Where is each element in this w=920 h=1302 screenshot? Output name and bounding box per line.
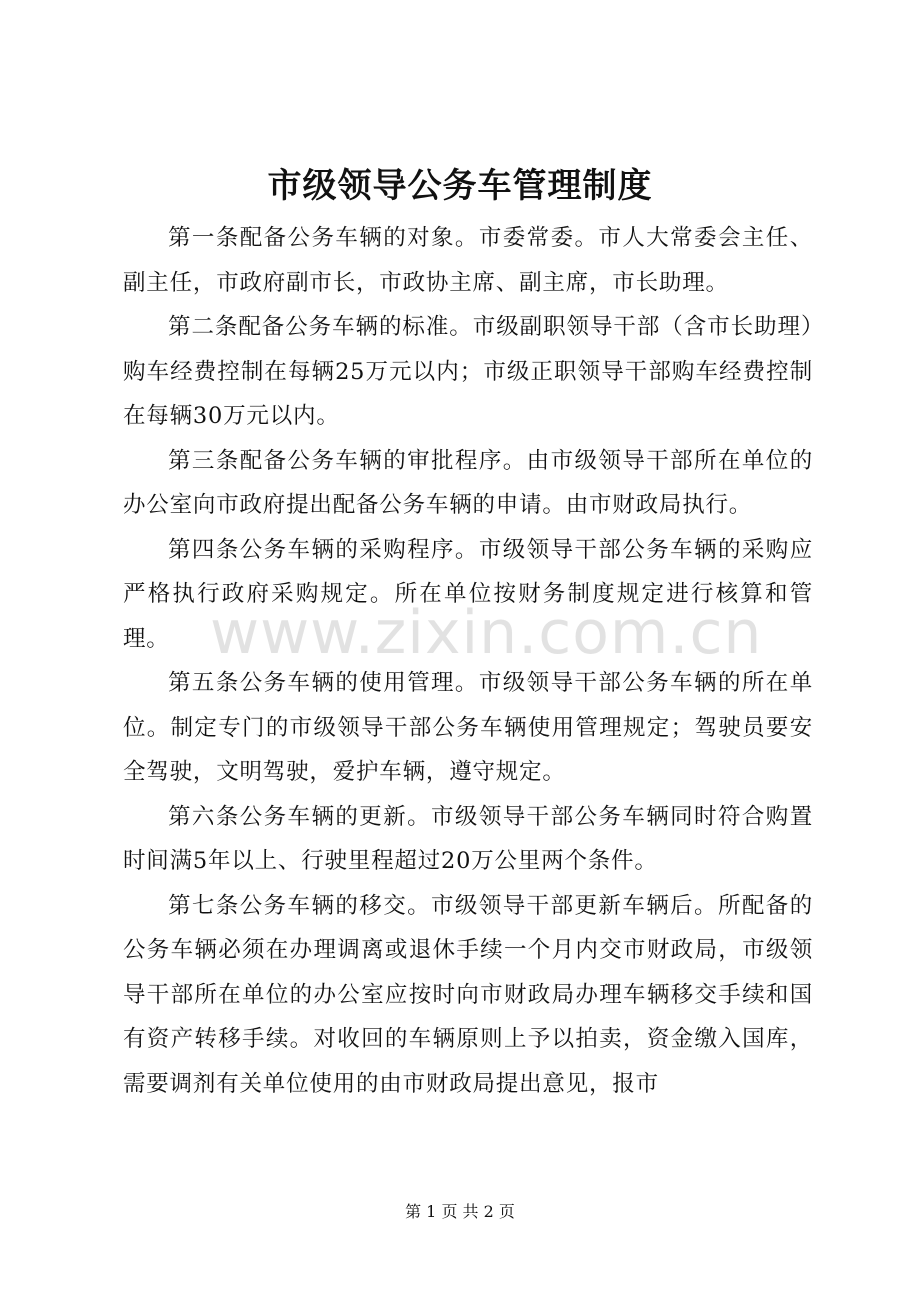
paragraph-article-4: 第四条公务车辆的采购程序。市级领导干部公务车辆的采购应严格执行政府采购规定。所在单位按财务制度规定进行核算和管理。 — [123, 536, 813, 652]
page-footer: 第 1 页 共 2 页 — [405, 1202, 515, 1221]
paragraph-article-1: 第一条配备公务车辆的对象。市委常委。市人大常委会主任、副主任，市政府副市长，市政协主席、副主席，市长助理。 — [123, 225, 813, 296]
document-body — [123, 216, 813, 1106]
watermark: www.zixin.com.cn — [210, 598, 763, 668]
paragraph-article-7: 第七条公务车辆的移交。市级领导干部更新车辆后。所配备的公务车辆必须在办理调离或退休手续一个月内交市财政局，市级领导干部所在单位的办公室应按时向市财政局办理车辆移交手续和国有资产转移手续。对收回的车辆原则上予以拍卖，资金缴入国库，需要调剂有关单位使用的由市财政局提出意见，报市 — [123, 892, 813, 1097]
paragraph-article-5: 第五条公务车辆的使用管理。市级领导干部公务车辆的所在单位。制定专门的市级领导干部公务车辆使用管理规定；驾驶员要安全驾驶，文明驾驶，爱护车辆，遵守规定。 — [123, 670, 813, 785]
document-title: 市级领导公务车管理制度 — [267, 166, 653, 206]
paragraph-article-2: 第二条配备公务车辆的标准。市级副职领导干部（含市长助理）购车经费控制在每辆25万元以内；市级正职领导干部购车经费控制在每辆30万元以内。 — [123, 314, 813, 429]
paragraph-article-6: 第六条公务车辆的更新。市级领导干部公务车辆同时符合购置时间满5年以上、行驶里程超过20万公里两个条件。 — [123, 803, 813, 874]
paragraph-article-3: 第三条配备公务车辆的审批程序。由市级领导干部所在单位的办公室向市政府提出配备公务车辆的申请。由市财政局执行。 — [123, 447, 813, 518]
